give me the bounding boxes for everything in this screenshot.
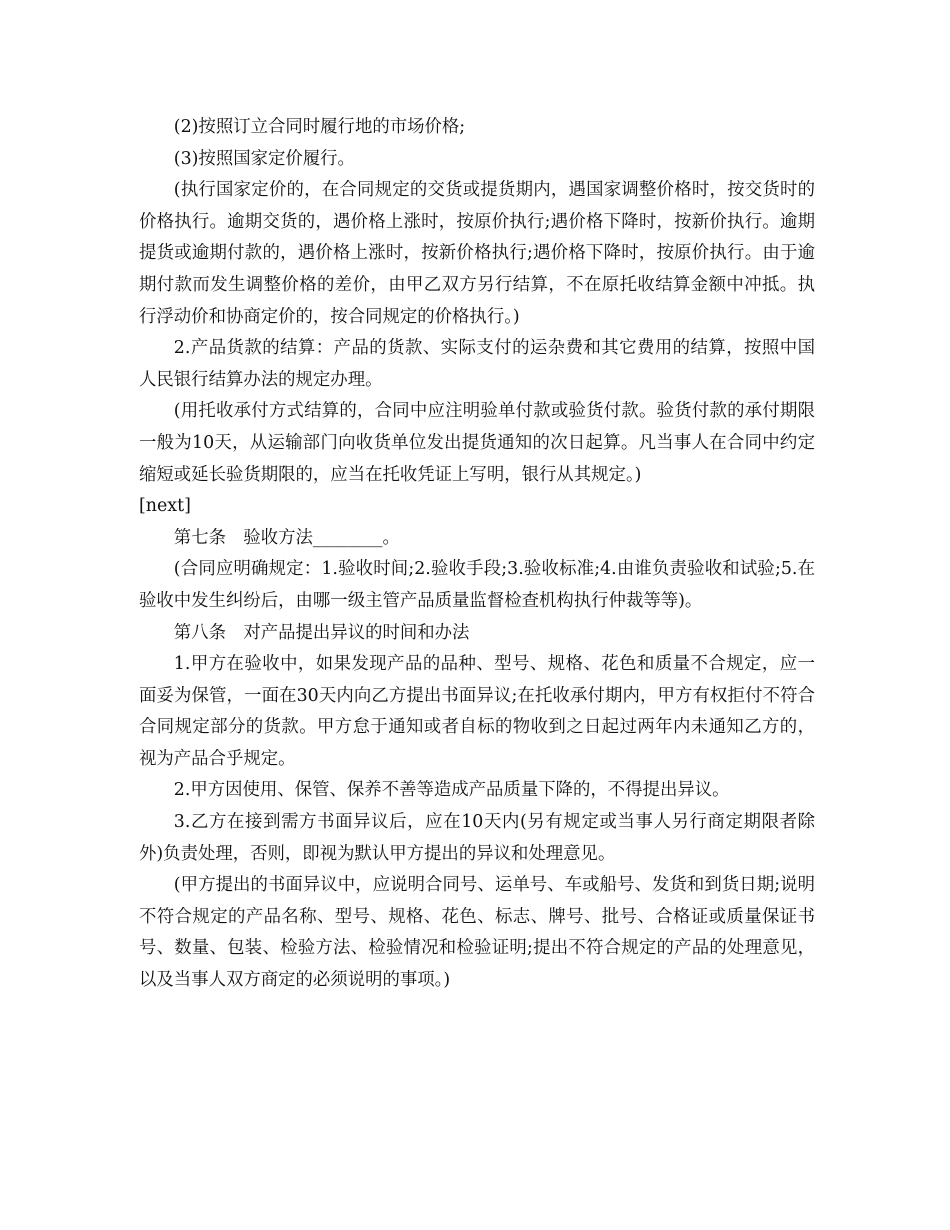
article-8-clause-3: 3.乙方在接到需方书面异议后，应在10天内(另有规定或当事人另行商定期限者除外)负责处理，否则，即视为默认甲方提出的异议和处理意见。 [139,812,815,864]
paragraph-settlement: 2.产品货款的结算：产品的货款、实际支付的运杂费和其它费用的结算，按照中国人民银行结算办法的规定办理。 [139,338,815,390]
page-break-marker: [next] [139,496,191,517]
document-body [139,112,815,997]
article-8-clause-2: 2.甲方因使用、保管、保养不善等造成产品质量下降的，不得提出异议。 [173,780,730,801]
paragraph-settlement-note: (用托收承付方式结算的，合同中应注明验单付款或验货付款。验货付款的承付期限一般为10天，从运输部门向收货单位发出提货通知的次日起算。凡当事人在合同中约定缩短或延长验货期限的，应当在托收凭证上写明，银行从其规定。) [139,401,815,485]
article-8-heading: 第八条 对产品提出异议的时间和办法 [173,622,470,643]
paragraph-state-price: (3)按照国家定价履行。 [173,148,355,169]
article-7-note: (合同应明确规定：1.验收时间;2.验收手段;3.验收标准;4.由谁负责验收和试验;5.在验收中发生纠纷后，由哪一级主管产品质量监督检查机构执行仲裁等等)。 [139,559,815,611]
article-8-clause-1: 1.甲方在验收中，如果发现产品的品种、型号、规格、花色和质量不合规定，应一面妥为保管，一面在30天内向乙方提出书面异议;在托收承付期内，甲方有权拒付不符合合同规定部分的货款。甲方怠于通知或者自标的物收到之日起过两年内未通知乙方的，视为产品合乎规定。 [139,654,815,769]
paragraph-market-price: (2)按照订立合同时履行地的市场价格; [173,117,466,137]
article-7-heading: 第七条 验收方法________。 [173,527,400,548]
article-8-note: (甲方提出的书面异议中，应说明合同号、运单号、车或船号、发货和到货日期;说明不符合规定的产品名称、型号、规格、花色、标志、牌号、批号、合格证或质量保证书号、数量、包装、检验方法、检验情况和检验证明;提出不符合规定的产品的处理意见，以及当事人双方商定的必须说明的事项。) [139,875,815,991]
paragraph-price-note: (执行国家定价的，在合同规定的交货或提货期内，遇国家调整价格时，按交货时的价格执行。逾期交货的，遇价格上涨时，按原价执行;遇价格下降时，按新价执行。逾期提货或逾期付款的，遇价格上涨时，按新价格执行;遇价格下降时，按原价执行。由于逾期付款而发生调整价格的差价，由甲乙双方另行结算，不在原托收结算金额中冲抵。执行浮动价和协商定价的，按合同规定的价格执行。) [139,180,815,327]
